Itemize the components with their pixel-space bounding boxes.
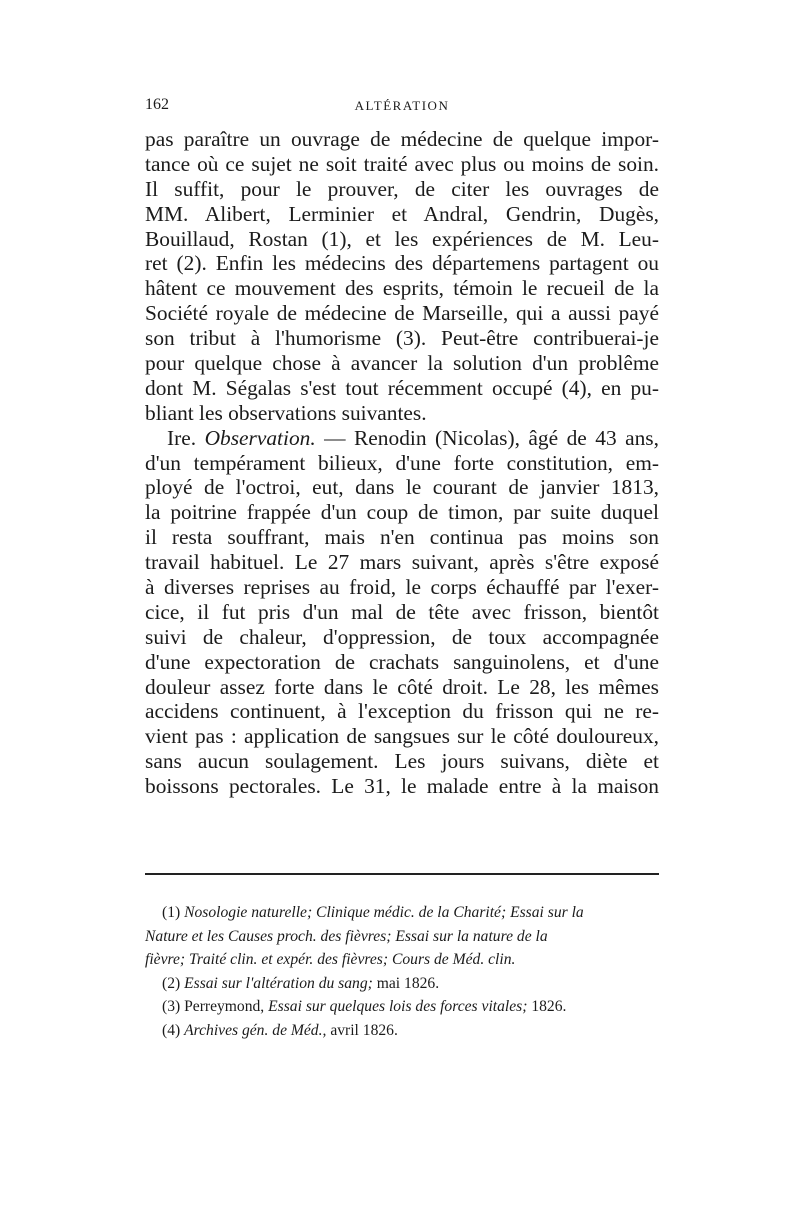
footnote-author: Perreymond, bbox=[184, 998, 265, 1016]
footnotes bbox=[145, 901, 659, 1043]
text-line: ret (2). Enfin les médecins des départemens partagent ou bbox=[145, 251, 659, 276]
footnote-date: 1826. bbox=[531, 998, 567, 1016]
observation-heading-line bbox=[145, 426, 659, 451]
text-line: bliant les observations suivantes. bbox=[145, 400, 427, 425]
footnote-text: Nosologie naturelle; Clinique médic. de la Charité; Essai sur la bbox=[184, 904, 584, 921]
footnote-title: Archives gén. de Méd., bbox=[184, 1021, 327, 1039]
text-line: hâtent ce mouvement des esprits, témoin le recueil de la bbox=[145, 276, 659, 301]
text-line: son tribut à l'humorisme (3). Peut-être contribuerai-je bbox=[145, 326, 659, 351]
text-line: Il suffit, pour le prouver, de citer les ouvrages de bbox=[145, 176, 659, 201]
page-number: 162 bbox=[145, 96, 169, 113]
text-line: vient pas : application de sangsues sur le côté douloureux, bbox=[145, 724, 659, 749]
footnote-title: Essai sur quelques lois des forces vitales; bbox=[268, 998, 528, 1016]
main-text bbox=[145, 127, 659, 799]
text-line: — Renodin (Nicolas), âgé de 43 ans, bbox=[324, 425, 659, 450]
text-line: dont M. Ségalas s'est tout récemment occupé (4), en pu- bbox=[145, 375, 659, 400]
text-line: accidens continuent, à l'exception du frisson qui ne re- bbox=[145, 699, 659, 724]
footnote-1 bbox=[145, 901, 659, 925]
footnote-4 bbox=[145, 1019, 659, 1043]
footnote-marker: (4) bbox=[162, 1021, 181, 1039]
footnote-date: avril 1826. bbox=[330, 1021, 398, 1039]
text-line: sans aucun soulagement. Les jours suivans, diète et bbox=[145, 749, 659, 774]
text-line: d'une expectoration de crachats sanguinolens, et d'une bbox=[145, 649, 659, 674]
footnote-marker: (3) bbox=[162, 998, 181, 1016]
text-line: à diverses reprises au froid, le corps échauffé par l'exer- bbox=[145, 575, 659, 600]
text-line: d'un tempérament bilieux, d'une forte constitution, em- bbox=[145, 450, 659, 475]
text-line: la poitrine frappée d'un coup de timon, par suite duquel bbox=[145, 500, 659, 525]
text-line: suivi de chaleur, d'oppression, de toux accompagnée bbox=[145, 624, 659, 649]
footnote-2 bbox=[145, 972, 659, 996]
text-line: ployé de l'octroi, eut, dans le courant de janvier 1813, bbox=[145, 475, 659, 500]
text-line: cice, il fut pris d'un mal de tête avec frisson, bientôt bbox=[145, 599, 659, 624]
footnote-marker: (2) bbox=[162, 974, 181, 992]
text-line: pour quelque chose à avancer la solution d'un problême bbox=[145, 351, 659, 376]
observation-number: Ire. bbox=[167, 425, 197, 450]
footnote-text: Nature et les Causes proch. des fièvres; Essai sur la nature de la bbox=[145, 927, 548, 945]
footnote-1-cont bbox=[145, 948, 659, 972]
footnote-date: mai 1826. bbox=[376, 974, 440, 992]
text-line: travail habituel. Le 27 mars suivant, après s'être exposé bbox=[145, 550, 659, 575]
text-line: boissons pectorales. Le 31, le malade entre à la maison bbox=[145, 774, 659, 799]
footnote-text: fièvre; Traité clin. et expér. des fièvres; Cours de Méd. clin. bbox=[145, 951, 516, 969]
text-line: douleur assez forte dans le côté droit. Le 28, les mêmes bbox=[145, 674, 659, 699]
text-line: MM. Alibert, Lerminier et Andral, Gendrin, Dugès, bbox=[145, 201, 659, 226]
page-header bbox=[145, 96, 659, 122]
footnote-title: Essai sur l'altération du sang; bbox=[184, 974, 373, 992]
footnote-marker: (1) bbox=[162, 904, 181, 921]
footnote-3 bbox=[145, 995, 659, 1019]
text-line: pas paraître un ouvrage de médecine de quelque impor- bbox=[145, 127, 659, 151]
text-line: Bouillaud, Rostan (1), et les expériences de M. Leu- bbox=[145, 226, 659, 251]
text-line: tance où ce sujet ne soit traité avec plus ou moins de soin. bbox=[145, 151, 659, 176]
footnote-separator bbox=[145, 873, 659, 875]
text-line: Société royale de médecine de Marseille, qui a aussi payé bbox=[145, 301, 659, 326]
observation-label: Observation. bbox=[204, 425, 316, 450]
footnote-1-cont bbox=[145, 925, 659, 949]
running-title: ALTÉRATION bbox=[354, 98, 450, 113]
text-line: il resta souffrant, mais n'en continua pas moins son bbox=[145, 525, 659, 550]
